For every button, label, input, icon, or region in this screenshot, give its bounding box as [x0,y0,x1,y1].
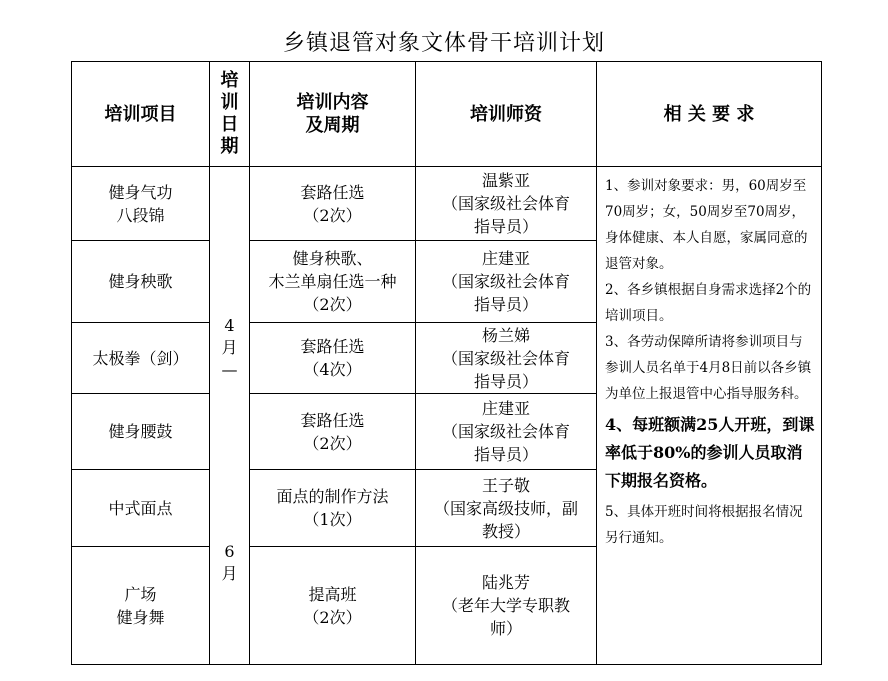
date-start: 4月— [221,316,238,379]
requirement-item: 3、各劳动保障所请将参训项目与参训人员名单于4月8日前以各乡镇为单位上报退管中心指导服务科。 [605,334,812,402]
content-cell: 健身秧歌、 木兰单扇任选一种 （2次） [250,241,416,323]
content-cell: 套路任选 （2次） [250,394,416,470]
requirement-item-highlight: 4、每班额满25人开班，到课率低于80%的参训人员取消下期报名资格。 [605,415,815,490]
date-cell [210,167,250,665]
header-row [72,62,822,167]
content-cell: 套路任选 （2次） [250,167,416,241]
training-plan-table [71,61,822,665]
content-cell: 面点的制作方法 （1次） [250,470,416,547]
content-cell: 套路任选 （4次） [250,323,416,394]
project-cell: 健身气功 八段锦 [72,167,210,241]
content-cell: 提高班 （2次） [250,547,416,665]
requirement-item: 5、具体开班时间将根据报名情况另行通知。 [605,504,803,546]
page-title: 乡镇退管对象文体骨干培训计划 [282,31,605,56]
project-cell: 健身腰鼓 [72,394,210,470]
header-requirements: 相 关 要 求 [597,62,822,167]
header-project: 培训项目 [72,62,210,167]
project-cell: 广场 健身舞 [72,547,210,665]
project-cell: 中式面点 [72,470,210,547]
teacher-cell: 庄建亚 （国家级社会体育 指导员） [416,241,597,323]
table-row [72,167,822,241]
teacher-cell: 温紫亚 （国家级社会体育 指导员） [416,167,597,241]
teacher-cell: 庄建亚 （国家级社会体育 指导员） [416,394,597,470]
header-date: 培训日期 [210,62,250,167]
requirement-item: 1、参训对象要求：男，60周岁至70周岁；女，50周岁至70周岁，身体健康、本人自愿，家属同意的退管对象。 [605,178,808,272]
project-cell: 太极拳（剑） [72,323,210,394]
header-teacher: 培训师资 [416,62,597,167]
teacher-cell: 杨兰娣 （国家级社会体育 指导员） [416,323,597,394]
requirements-cell [597,167,822,665]
date-end: 6月 [221,542,238,583]
header-content: 培训内容 及周期 [250,62,416,167]
requirement-item: 2、各乡镇根据自身需求选择2个的培训项目。 [605,282,812,324]
project-cell: 健身秧歌 [72,241,210,323]
teacher-cell: 陆兆芳 （老年大学专职教 师） [416,547,597,665]
teacher-cell: 王子敬 （国家高级技师，副 教授） [416,470,597,547]
